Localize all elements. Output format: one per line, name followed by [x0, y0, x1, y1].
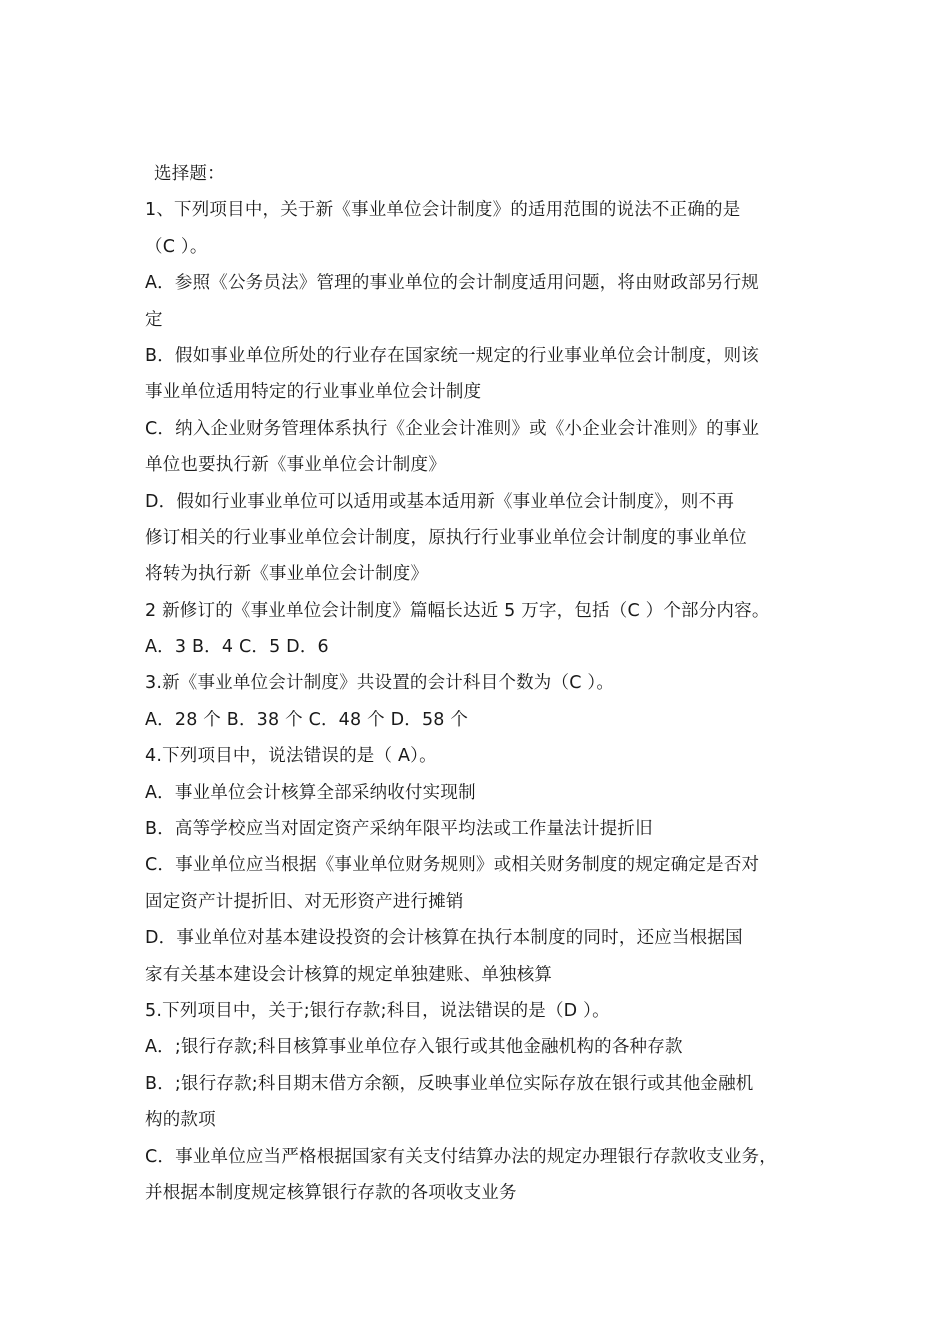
question-1-option-b: B．假如事业单位所处的行业存在国家统一规定的行业事业单位会计制度，则该: [145, 345, 760, 366]
question-4-stem: 4.下列项目中，说法错误的是（ A）。: [145, 746, 437, 767]
question-1-option-c-cont: 单位也要执行新《事业单位会计制度》: [145, 455, 446, 476]
question-3-stem: 3.新《事业单位会计制度》共设置的会计科目个数为（C ）。: [145, 673, 615, 694]
question-1-stem: 1、下列项目中，关于新《事业单位会计制度》的适用范围的说法不正确的是: [145, 200, 741, 221]
question-1-option-a: A．参照《公务员法》管理的事业单位的会计制度适用问题，将由财政部另行规: [145, 273, 759, 294]
question-1-option-d-cont: 修订相关的行业事业单位会计制度，原执行行业事业单位会计制度的事业单位: [145, 527, 747, 548]
question-5-option-c-cont: 并根据本制度规定核算银行存款的各项收支业务: [145, 1182, 517, 1203]
question-4-option-b: B．高等学校应当对固定资产采纳年限平均法或工作量法计提折旧: [145, 819, 653, 840]
question-5-option-c: C．事业单位应当严格根据国家有关支付结算办法的规定办理银行存款收支业务，: [145, 1146, 777, 1167]
question-5-option-a: A．;银行存款;科目核算事业单位存入银行或其他金融机构的各种存款: [145, 1037, 683, 1058]
question-3-options: A．28 个 B．38 个 C．48 个 D．58 个: [145, 709, 469, 730]
question-1-option-d-cont: 将转为执行新《事业单位会计制度》: [145, 564, 429, 585]
question-4-option-c: C．事业单位应当根据《事业单位财务规则》或相关财务制度的规定确定是否对: [145, 855, 760, 876]
question-1-option-c: C．纳入企业财务管理体系执行《企业会计准则》或《小企业会计准则》的事业: [145, 418, 760, 439]
question-2-options: A．3 B．4 C．5 D．6: [145, 637, 329, 658]
question-1-answer: （C ）。: [145, 236, 208, 257]
question-4-option-d: D．事业单位对基本建设投资的会计核算在执行本制度的同时，还应当根据国: [145, 928, 743, 949]
question-5-option-b-cont: 构的款项: [145, 1110, 216, 1131]
question-4-option-c-cont: 固定资产计提折旧、对无形资产进行摊销: [145, 891, 464, 912]
question-1-option-b-cont: 事业单位适用特定的行业事业单位会计制度: [145, 382, 482, 403]
question-2-stem: 2 新修订的《事业单位会计制度》篇幅长达近 5 万字，包括（C ）个部分内容。: [145, 600, 770, 621]
question-1-option-d: D．假如行业事业单位可以适用或基本适用新《事业单位会计制度》，则不再: [145, 491, 735, 512]
section-heading: 选择题：: [154, 164, 225, 184]
document-body: [145, 156, 815, 1211]
question-5-stem: 5.下列项目中，关于;银行存款;科目，说法错误的是（D ）。: [145, 1000, 610, 1021]
question-5-option-b: B．;银行存款;科目期末借方余额，反映事业单位实际存放在银行或其他金融机: [145, 1073, 754, 1094]
question-4-option-a: A．事业单位会计核算全部采纳收付实现制: [145, 782, 476, 803]
question-1-option-a-cont: 定: [145, 309, 163, 330]
question-4-option-d-cont: 家有关基本建设会计核算的规定单独建账、单独核算: [145, 964, 553, 985]
